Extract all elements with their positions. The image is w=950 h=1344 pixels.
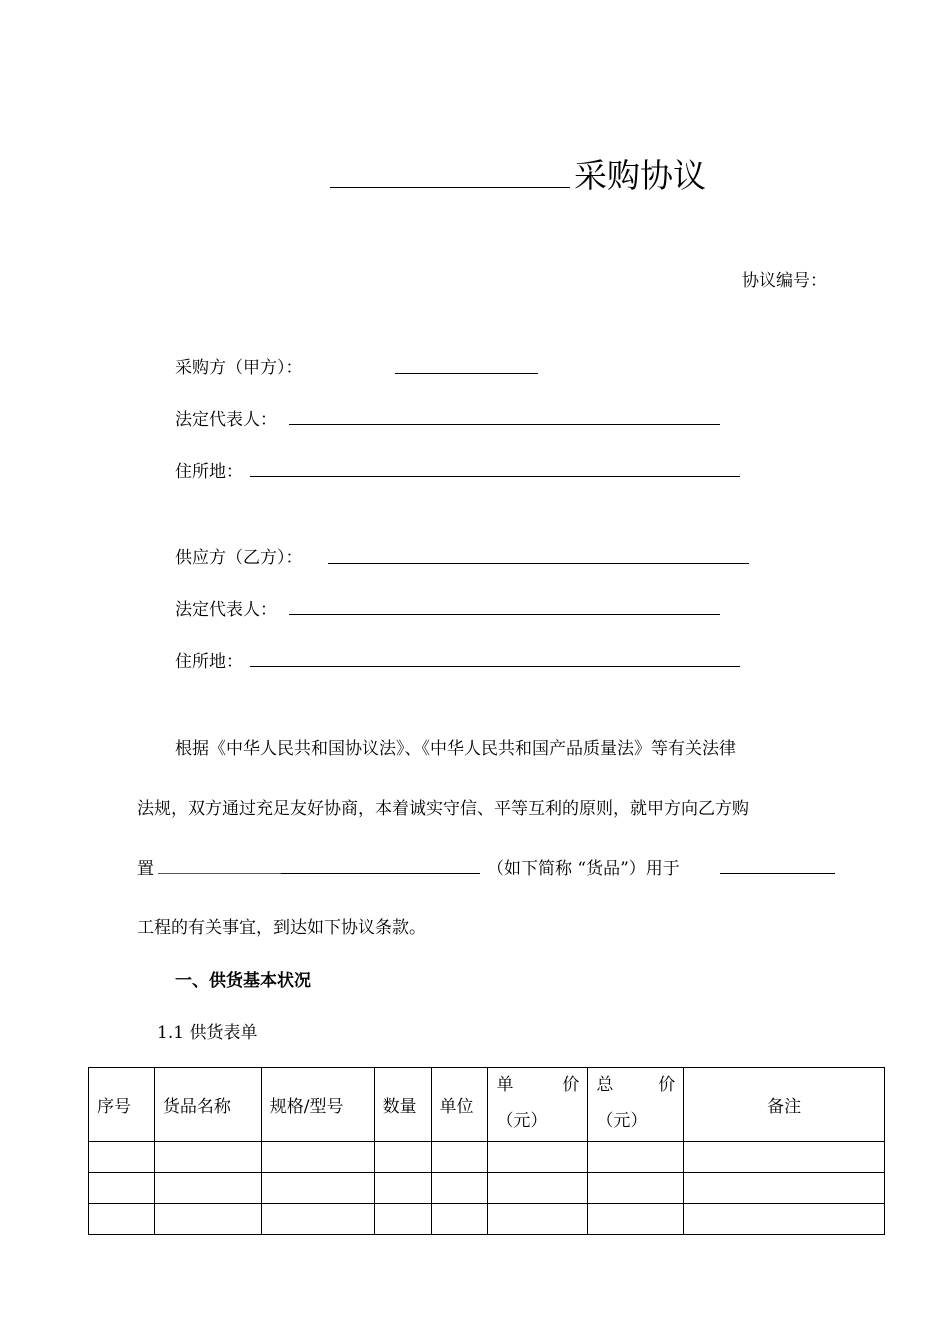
party-a-address-blank[interactable] xyxy=(250,476,740,477)
table-cell[interactable] xyxy=(488,1173,588,1204)
title-blank[interactable] xyxy=(330,187,570,188)
table-cell[interactable] xyxy=(488,1142,588,1173)
party-b-address-label: 住所地： xyxy=(175,652,243,672)
header-spec: 规格/型号 xyxy=(261,1068,374,1142)
intro-line-4: 工程的有关事宜，到达如下协议条款。 xyxy=(137,918,426,938)
agreement-number-label: 协议编号： xyxy=(742,271,827,291)
party-a-address-label: 住所地： xyxy=(175,462,243,482)
party-b-rep-blank[interactable] xyxy=(289,614,720,615)
table-cell[interactable] xyxy=(89,1173,155,1204)
table-cell[interactable] xyxy=(154,1204,261,1235)
party-b-blank[interactable] xyxy=(328,563,749,564)
party-b-address-blank[interactable] xyxy=(250,666,740,667)
party-a-rep-blank[interactable] xyxy=(289,424,720,425)
header-qty: 数量 xyxy=(374,1068,431,1142)
table-row xyxy=(89,1204,885,1235)
table-cell[interactable] xyxy=(261,1204,374,1235)
header-unit-price xyxy=(488,1068,588,1142)
intro-line-2: 法规，双方通过充足友好协商，本着诚实守信、平等互利的原则，就甲方向乙方购 xyxy=(137,799,749,819)
party-a-rep-label: 法定代表人： xyxy=(175,410,277,430)
project-blank[interactable] xyxy=(720,873,835,874)
table-cell[interactable] xyxy=(588,1173,684,1204)
document-title: 采购协议 xyxy=(574,156,706,195)
table-cell[interactable] xyxy=(488,1204,588,1235)
table-cell[interactable] xyxy=(684,1204,885,1235)
supply-table xyxy=(88,1067,885,1235)
header-name: 货品名称 xyxy=(154,1068,261,1142)
table-cell[interactable] xyxy=(684,1173,885,1204)
unit-price-char-1: 单 xyxy=(496,1075,514,1095)
party-b-rep-label: 法定代表人： xyxy=(175,600,277,620)
intro-line-1: 根据《中华人民共和国协议法》、《中华人民共和国产品质量法》等有关法律 xyxy=(175,739,736,759)
table-cell[interactable] xyxy=(261,1173,374,1204)
party-b-label: 供应方（乙方）： xyxy=(175,548,303,568)
party-a-label: 采购方（甲方）： xyxy=(175,358,303,378)
table-cell[interactable] xyxy=(154,1142,261,1173)
table-cell[interactable] xyxy=(431,1142,488,1173)
table-cell[interactable] xyxy=(374,1173,431,1204)
total-price-char-1: 总 xyxy=(596,1075,614,1095)
table-cell[interactable] xyxy=(374,1142,431,1173)
intro-line-3-middle: （如下简称 “货品”）用于 xyxy=(487,859,680,879)
goods-blank-2[interactable] xyxy=(281,873,480,874)
table-cell[interactable] xyxy=(374,1204,431,1235)
header-remark: 备注 xyxy=(684,1068,885,1142)
table-cell[interactable] xyxy=(89,1142,155,1173)
table-cell[interactable] xyxy=(261,1142,374,1173)
header-unit: 单位 xyxy=(431,1068,488,1142)
goods-blank-1[interactable] xyxy=(158,873,281,874)
unit-price-unit: （元） xyxy=(496,1111,548,1131)
table-row xyxy=(89,1142,885,1173)
total-price-char-2: 价 xyxy=(658,1075,676,1095)
unit-price-char-2: 价 xyxy=(562,1075,580,1095)
total-price-unit: （元） xyxy=(596,1111,648,1131)
table-cell[interactable] xyxy=(89,1204,155,1235)
table-header-row xyxy=(89,1068,885,1142)
table-cell[interactable] xyxy=(588,1204,684,1235)
section-heading: 一、供货基本状况 xyxy=(175,971,311,991)
table-cell[interactable] xyxy=(431,1173,488,1204)
table-cell[interactable] xyxy=(684,1142,885,1173)
table-cell[interactable] xyxy=(431,1204,488,1235)
table-row xyxy=(89,1173,885,1204)
intro-line-3-start: 置 xyxy=(137,859,154,879)
table-cell[interactable] xyxy=(154,1173,261,1204)
header-seq: 序号 xyxy=(89,1068,155,1142)
table-cell[interactable] xyxy=(588,1142,684,1173)
header-total-price xyxy=(588,1068,684,1142)
party-a-blank[interactable] xyxy=(395,373,538,374)
subsection-heading: 1.1 供货表单 xyxy=(157,1023,258,1043)
